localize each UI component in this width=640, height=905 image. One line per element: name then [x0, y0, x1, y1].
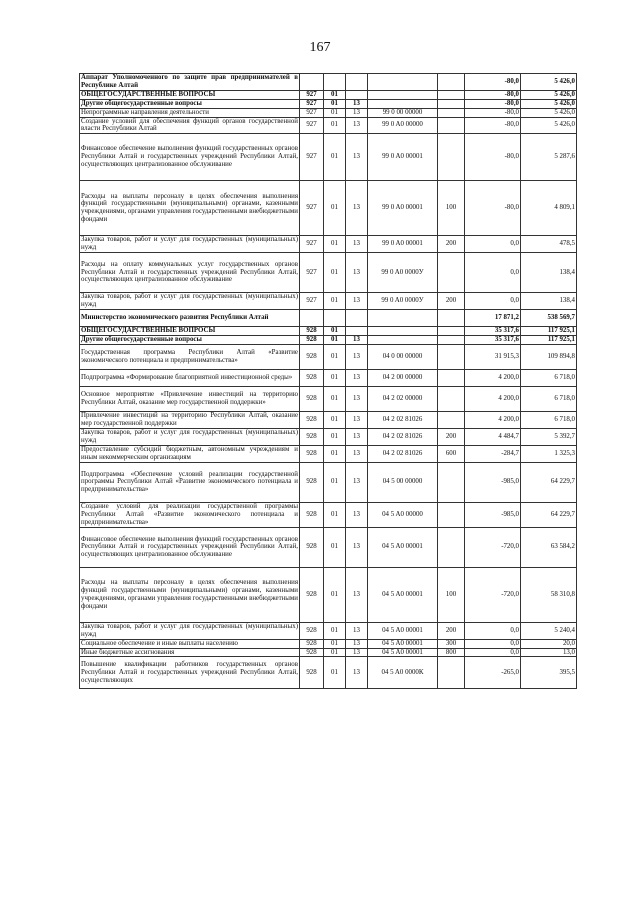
table-row [80, 100, 577, 109]
cell-csr [368, 91, 438, 100]
cell-csr: 99 0 A0 00000 [368, 117, 438, 134]
cell-pr: 13 [346, 117, 368, 134]
cell-vr: 600 [438, 445, 465, 462]
cell-name: Финансовое обеспечение выполнения функций государственных органов Республики Алтай и государственных учреждений Республики Алтай, осуществляющих централизованное обслуживание [80, 527, 300, 567]
cell-pr: 13 [346, 567, 368, 622]
cell-pr [346, 74, 368, 91]
cell-change: 35 317,6 [465, 336, 521, 345]
cell-change: -720,0 [465, 527, 521, 567]
cell-rz: 01 [324, 639, 346, 648]
cell-vr [438, 502, 465, 527]
cell-rz: 01 [324, 108, 346, 117]
cell-rz: 01 [324, 336, 346, 345]
cell-name: Подпрограмма «Обеспечение условий реализации государственной программы Республики Алтай «Развитие экономического потенциала и предпринимательства» [80, 462, 300, 502]
table-row [80, 181, 577, 236]
cell-ved: 928 [300, 369, 324, 386]
cell-csr: 04 5 A0 00001 [368, 639, 438, 648]
cell-total: 395,5 [521, 657, 577, 689]
cell-total: 5 287,6 [521, 134, 577, 181]
cell-rz: 01 [324, 567, 346, 622]
cell-change: 17 871,2 [465, 310, 521, 327]
table-row [80, 344, 577, 369]
cell-pr: 13 [346, 100, 368, 109]
cell-name: Основное мероприятие «Привлечение инвестиций на территорию Республики Алтай, оказание мер государственной поддержки» [80, 386, 300, 411]
cell-total: 5 426,0 [521, 91, 577, 100]
cell-name: Другие общегосударственные вопросы [80, 336, 300, 345]
cell-csr [368, 327, 438, 336]
cell-csr: 99 0 A0 00001 [368, 236, 438, 253]
cell-rz: 01 [324, 293, 346, 310]
cell-change: 4 200,0 [465, 369, 521, 386]
cell-change: 31 915,3 [465, 344, 521, 369]
cell-name: Закупка товаров, работ и услуг для государственных (муниципальных) нужд [81, 236, 298, 251]
cell-change: -284,7 [465, 445, 521, 462]
cell-name: Иные бюджетные ассигнования [80, 648, 300, 657]
cell-ved: 927 [300, 181, 324, 236]
cell-name: Закупка товаров, работ и услуг для государственных (муниципальных) нужд [81, 429, 298, 444]
cell-rz: 01 [324, 527, 346, 567]
cell-csr: 99 0 00 00000 [368, 108, 438, 117]
cell-total: 5 392,7 [521, 428, 577, 445]
cell-vr [438, 117, 465, 134]
cell-change: 0,0 [465, 622, 521, 639]
cell-rz: 01 [324, 369, 346, 386]
cell-change: -80,0 [465, 100, 521, 109]
cell-csr: 04 5 A0 00001 [368, 648, 438, 657]
cell-total: 4 809,1 [521, 181, 577, 236]
cell-total: 20,0 [521, 639, 577, 648]
cell-ved: 927 [300, 108, 324, 117]
cell-ved: 928 [300, 527, 324, 567]
cell-csr [368, 336, 438, 345]
cell-vr: 200 [438, 293, 465, 310]
cell-name: ОБЩЕГОСУДАРСТВЕННЫЕ ВОПРОСЫ [80, 91, 300, 100]
table-row [80, 386, 577, 411]
cell-pr: 13 [346, 293, 368, 310]
cell-vr [438, 527, 465, 567]
cell-total: 5 426,0 [521, 108, 577, 117]
cell-change: -80,0 [465, 117, 521, 134]
cell-change: -265,0 [465, 657, 521, 689]
table-row [80, 648, 577, 657]
cell-rz: 01 [324, 502, 346, 527]
cell-change: 35 317,6 [465, 327, 521, 336]
page-number: 167 [309, 40, 331, 55]
table-row [80, 336, 577, 345]
cell-change: 0,0 [465, 253, 521, 293]
cell-vr: 200 [438, 622, 465, 639]
cell-name: Финансовое обеспечение выполнения функций государственных органов Республики Алтай и государственных учреждений Республики Алтай, осуществляющих централизованное обслуживание [80, 134, 300, 181]
table-row [80, 657, 577, 689]
cell-name: Аппарат Уполномоченного по защите прав предпринимателей в Республике Алтай [81, 74, 298, 89]
cell-change: -80,0 [465, 134, 521, 181]
cell-ved: 928 [300, 336, 324, 345]
cell-name: Расходы на выплаты персоналу в целях обеспечения выполнения функций государственными (муниципальными) органами, казенными учреждениями, органами управления государственными внебюджетными фондами [80, 567, 300, 622]
cell-rz: 01 [324, 386, 346, 411]
cell-pr [346, 310, 368, 327]
cell-name: Закупка товаров, работ и услуг для государственных (муниципальных) нужд [81, 623, 298, 638]
cell-vr [438, 344, 465, 369]
cell-total: 138,4 [521, 293, 577, 310]
cell-csr [368, 74, 438, 91]
table-row [80, 74, 577, 91]
cell-pr: 13 [346, 622, 368, 639]
cell-vr: 200 [438, 236, 465, 253]
table-row [80, 253, 577, 293]
cell-vr [438, 100, 465, 109]
cell-rz: 01 [324, 134, 346, 181]
cell-total: 538 569,7 [521, 310, 577, 327]
table-row [80, 369, 577, 386]
cell-csr: 04 5 00 00000 [368, 462, 438, 502]
cell-csr: 04 2 00 00000 [368, 369, 438, 386]
cell-total: 478,5 [521, 236, 577, 253]
cell-rz: 01 [324, 117, 346, 134]
cell-rz [324, 74, 346, 91]
cell-ved: 928 [300, 622, 324, 639]
cell-pr: 13 [346, 657, 368, 689]
cell-ved: 928 [300, 386, 324, 411]
cell-pr: 13 [346, 108, 368, 117]
table-row [80, 134, 577, 181]
cell-ved: 928 [300, 502, 324, 527]
cell-vr [438, 253, 465, 293]
cell-pr: 13 [346, 445, 368, 462]
table-row [80, 622, 577, 639]
cell-csr: 99 0 A0 00001 [368, 181, 438, 236]
cell-csr: 04 0 00 00000 [368, 344, 438, 369]
cell-ved: 928 [300, 445, 324, 462]
cell-csr: 99 0 A0 0000У [368, 253, 438, 293]
cell-name: Привлечение инвестиций на территорию Республики Алтай, оказание мер государственной поддержки [81, 412, 298, 427]
cell-vr [438, 369, 465, 386]
cell-ved: 928 [300, 411, 324, 428]
cell-rz: 01 [324, 253, 346, 293]
cell-ved: 927 [300, 100, 324, 109]
table-row [80, 236, 577, 253]
budget-table [79, 73, 577, 689]
cell-ved: 928 [300, 648, 324, 657]
cell-rz: 01 [324, 100, 346, 109]
cell-change: -720,0 [465, 567, 521, 622]
table-row [80, 327, 577, 336]
cell-csr: 04 5 A0 0000К [368, 657, 438, 689]
cell-pr: 13 [346, 369, 368, 386]
cell-csr: 04 5 A0 00000 [368, 502, 438, 527]
cell-name: Расходы на оплату коммунальных услуг государственных органов Республики Алтай и государственных учреждений Республики Алтай, осуществляющих централизованное обслуживание [80, 253, 300, 293]
cell-pr: 13 [346, 648, 368, 657]
cell-vr [438, 108, 465, 117]
cell-total: 5 426,0 [521, 74, 577, 91]
cell-name: Создание условий для реализации государственной программы Республики Алтай «Развитие экономического потенциала и предпринимательства» [81, 503, 298, 526]
cell-vr [438, 386, 465, 411]
table-row [80, 293, 577, 310]
cell-change: -80,0 [465, 74, 521, 91]
cell-csr [368, 310, 438, 327]
cell-ved: 927 [300, 253, 324, 293]
cell-name: Другие общегосударственные вопросы [80, 100, 300, 109]
cell-pr: 13 [346, 411, 368, 428]
cell-change: 4 200,0 [465, 411, 521, 428]
cell-rz: 01 [324, 428, 346, 445]
cell-total: 63 584,2 [521, 527, 577, 567]
cell-rz: 01 [324, 445, 346, 462]
cell-pr [346, 327, 368, 336]
cell-change: -985,0 [465, 462, 521, 502]
cell-rz: 01 [324, 657, 346, 689]
cell-ved: 928 [300, 462, 324, 502]
cell-rz: 01 [324, 181, 346, 236]
cell-change: 4 484,7 [465, 428, 521, 445]
cell-pr: 13 [346, 386, 368, 411]
cell-change: 4 200,0 [465, 386, 521, 411]
cell-change: -985,0 [465, 502, 521, 527]
cell-name: Министерство экономического развития Республики Алтай [80, 310, 300, 327]
cell-vr: 100 [438, 567, 465, 622]
table-row [80, 567, 577, 622]
cell-rz: 01 [324, 236, 346, 253]
table-row [80, 91, 577, 100]
cell-pr: 13 [346, 428, 368, 445]
cell-ved: 928 [300, 567, 324, 622]
cell-total: 6 718,0 [521, 386, 577, 411]
table-row [80, 411, 577, 428]
cell-total: 1 325,3 [521, 445, 577, 462]
cell-csr: 04 5 A0 00001 [368, 567, 438, 622]
cell-name: Создание условий для обеспечения функций органов государственной власти Республики Алтай [81, 117, 298, 133]
cell-total: 6 718,0 [521, 411, 577, 428]
cell-vr [438, 411, 465, 428]
cell-ved: 928 [300, 344, 324, 369]
cell-vr [438, 310, 465, 327]
cell-pr: 13 [346, 236, 368, 253]
table-row [80, 428, 577, 445]
cell-name: Государственная программа Республики Алтай «Развитие экономического потенциала и предпринимательства» [80, 344, 300, 369]
cell-change: 0,0 [465, 236, 521, 253]
cell-name: Расходы на выплаты персоналу в целях обеспечения выполнения функций государственными (муниципальными) органами, казенными учреждениями, органами управления государственными внебюджетными фондами [80, 181, 300, 236]
cell-rz: 01 [324, 344, 346, 369]
cell-name: Непрограммные направления деятельности [80, 108, 300, 117]
cell-total: 117 925,1 [521, 327, 577, 336]
cell-pr: 13 [346, 462, 368, 502]
cell-total: 64 229,7 [521, 462, 577, 502]
cell-ved: 927 [300, 91, 324, 100]
table-row [80, 445, 577, 462]
cell-csr: 04 2 02 81026 [368, 445, 438, 462]
cell-change: -80,0 [465, 91, 521, 100]
cell-vr: 800 [438, 648, 465, 657]
cell-name: Повышение квалификации работников государственных органов Республики Алтай и государственных учреждений Республики Алтай, осуществляющих [80, 657, 300, 689]
cell-ved: 927 [300, 236, 324, 253]
cell-pr: 13 [346, 639, 368, 648]
cell-total: 117 925,1 [521, 336, 577, 345]
cell-vr: 300 [438, 639, 465, 648]
cell-pr: 13 [346, 502, 368, 527]
cell-vr [438, 336, 465, 345]
cell-total: 58 310,8 [521, 567, 577, 622]
cell-vr [438, 74, 465, 91]
table-row [80, 639, 577, 648]
cell-csr: 04 2 02 81026 [368, 411, 438, 428]
table-row [80, 462, 577, 502]
cell-vr [438, 462, 465, 502]
cell-vr: 200 [438, 428, 465, 445]
cell-rz: 01 [324, 622, 346, 639]
cell-ved [300, 310, 324, 327]
cell-ved: 927 [300, 117, 324, 134]
cell-ved: 928 [300, 327, 324, 336]
cell-name: Социальное обеспечение и иные выплаты населению [80, 639, 300, 648]
cell-csr: 04 2 02 81026 [368, 428, 438, 445]
budget-table-body [80, 74, 577, 689]
cell-csr: 04 5 A0 00001 [368, 527, 438, 567]
cell-csr: 04 5 A0 00001 [368, 622, 438, 639]
cell-pr: 13 [346, 527, 368, 567]
cell-pr: 13 [346, 253, 368, 293]
cell-csr [368, 100, 438, 109]
cell-vr [438, 134, 465, 181]
cell-rz: 01 [324, 327, 346, 336]
cell-rz: 01 [324, 462, 346, 502]
cell-vr [438, 657, 465, 689]
cell-pr: 13 [346, 336, 368, 345]
cell-pr: 13 [346, 344, 368, 369]
cell-change: 0,0 [465, 293, 521, 310]
cell-csr: 04 2 02 00000 [368, 386, 438, 411]
cell-total: 6 718,0 [521, 369, 577, 386]
cell-total: 5 426,0 [521, 117, 577, 134]
cell-ved: 927 [300, 293, 324, 310]
cell-rz: 01 [324, 91, 346, 100]
cell-change: -80,0 [465, 181, 521, 236]
cell-csr: 99 0 A0 00001 [368, 134, 438, 181]
cell-name: Предоставление субсидий бюджетным, автономным учреждениям и иным некоммерческим организациям [81, 446, 298, 461]
cell-ved [300, 74, 324, 91]
table-row [80, 108, 577, 117]
cell-rz [324, 310, 346, 327]
cell-vr: 100 [438, 181, 465, 236]
cell-ved: 927 [300, 134, 324, 181]
cell-pr: 13 [346, 134, 368, 181]
cell-ved: 928 [300, 657, 324, 689]
cell-csr: 99 0 A0 0000У [368, 293, 438, 310]
cell-change: 0,0 [465, 639, 521, 648]
cell-total: 5 240,4 [521, 622, 577, 639]
cell-total: 64 229,7 [521, 502, 577, 527]
cell-total: 109 894,8 [521, 344, 577, 369]
cell-ved: 928 [300, 639, 324, 648]
cell-ved: 928 [300, 428, 324, 445]
cell-vr [438, 91, 465, 100]
cell-pr [346, 91, 368, 100]
cell-total: 138,4 [521, 253, 577, 293]
cell-name: Закупка товаров, работ и услуг для государственных (муниципальных) нужд [81, 293, 298, 308]
cell-name: ОБЩЕГОСУДАРСТВЕННЫЕ ВОПРОСЫ [80, 327, 300, 336]
cell-rz: 01 [324, 648, 346, 657]
cell-rz: 01 [324, 411, 346, 428]
table-row [80, 502, 577, 527]
cell-pr: 13 [346, 181, 368, 236]
cell-total: 13,0 [521, 648, 577, 657]
table-row [80, 310, 577, 327]
cell-change: -80,0 [465, 108, 521, 117]
cell-name: Подпрограмма «Формирование благоприятной инвестиционной среды» [80, 369, 300, 386]
cell-change: 0,0 [465, 648, 521, 657]
table-row [80, 117, 577, 134]
table-row [80, 527, 577, 567]
cell-total: 5 426,0 [521, 100, 577, 109]
cell-vr [438, 327, 465, 336]
